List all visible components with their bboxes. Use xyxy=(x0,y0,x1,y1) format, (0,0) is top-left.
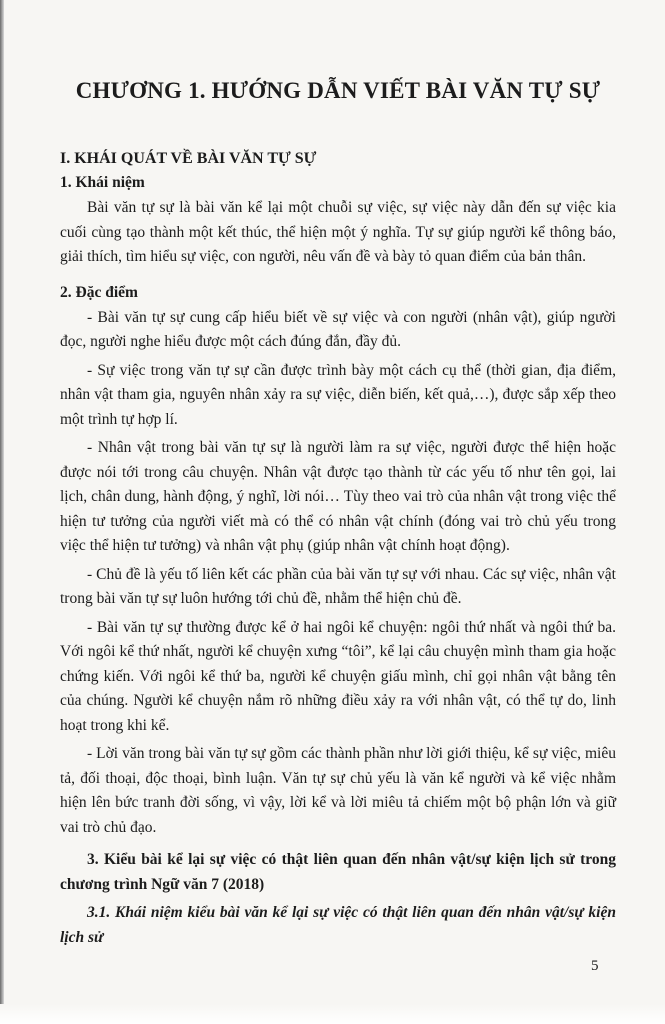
paragraph-dac-diem-5: - Bài văn tự sự thường được kể ở hai ngôi kể chuyện: ngôi thứ nhất và ngôi thứ ba. Với ngôi kể thứ nhất, người kể chuyện xưng “tôi”, kể lại câu chuyện mình tham gia hoặc chứng kiến. Với ngôi kể thứ ba, người kể chuyện giấu mình, chỉ gọi nhân vật bằng tên của chúng. Người kể chuyện nắm rõ những điều xảy ra với nhân vật, có thể tự do, linh hoạt trong khi kể. xyxy=(60,618,616,734)
page-content xyxy=(60,78,616,950)
page-fold-shadow xyxy=(0,0,4,1024)
subheading-khai-niem: 1. Khái niệm xyxy=(60,174,145,191)
paragraph-khai-niem: Bài văn tự sự là bài văn kể lại một chuỗi sự việc, sự việc này dẫn đến sự việc kia cuối cùng tạo thành một kết thúc, thể hiện một ý nghĩa. Tự sự giúp người kể thông báo, giải thích, tìm hiểu sự việc, con người, nêu vấn đề và bày tỏ quan điểm của bản thân. xyxy=(60,199,616,265)
subheading-khai-niem-kieu-bai: 3.1. Khái niệm kiểu bài văn kể lại sự việc có thật liên quan đến nhân vật/sự kiện lịch sử xyxy=(60,904,616,946)
paragraph-dac-diem-4: - Chủ đề là yếu tố liên kết các phần của bài văn tự sự với nhau. Các sự việc, nhân vật trong bài văn tự sự luôn hướng tới chủ đề, nhằm thể hiện chủ đề. xyxy=(60,565,616,607)
paragraph-dac-diem-2: - Sự việc trong văn tự sự cần được trình bày một cách cụ thể (thời gian, địa điểm, nhân vật tham gia, nguyên nhân xảy ra sự việc, diễn biến, kết quả,…), được sắp xếp theo một trình tự hợp lí. xyxy=(60,361,616,428)
page-number: 5 xyxy=(591,958,599,974)
paragraph-dac-diem-6: - Lời văn trong bài văn tự sự gồm các thành phần như lời giới thiệu, kể sự việc, miêu tả, đối thoại, độc thoại, bình luận. Văn tự sự chủ yếu là văn kể người và kể việc nhằm hiện lên bức tranh đời sống, vì vậy, lời kể và lời miêu tả chiếm một bộ phận lớn và giữ vai trò chủ đạo. xyxy=(60,745,616,836)
subheading-kieu-bai: 3. Kiểu bài kể lại sự việc có thật liên quan đến nhân vật/sự kiện lịch sử trong chương trình Ngữ văn 7 (2018) xyxy=(60,851,616,893)
page-bottom-edge xyxy=(0,1004,665,1024)
chapter-title: CHƯƠNG 1. HƯỚNG DẪN VIẾT BÀI VĂN TỰ SỰ xyxy=(75,78,601,103)
section-heading: I. KHÁI QUÁT VỀ BÀI VĂN TỰ SỰ xyxy=(60,150,317,167)
paragraph-dac-diem-3: - Nhân vật trong bài văn tự sự là người làm ra sự việc, người được thể hiện hoặc được nói tới trong câu chuyện. Nhân vật được tạo thành từ các yếu tố như tên gọi, lai lịch, chân dung, hành động, ý nghĩ, lời nói… Tùy theo vai trò của nhân vật trong việc thể hiện tư tưởng của người viết mà có thể có nhân vật chính (đóng vai trò chủ yếu trong việc thể hiện tư tưởng) và nhân vật phụ (giúp nhân vật chính hoạt động). xyxy=(60,439,616,554)
paragraph-dac-diem-1: - Bài văn tự sự cung cấp hiểu biết về sự việc và con người (nhân vật), giúp người đọc, người nghe hiểu được một cách đúng đắn, đầy đủ. xyxy=(60,308,616,350)
subheading-dac-diem: 2. Đặc điểm xyxy=(60,283,138,301)
